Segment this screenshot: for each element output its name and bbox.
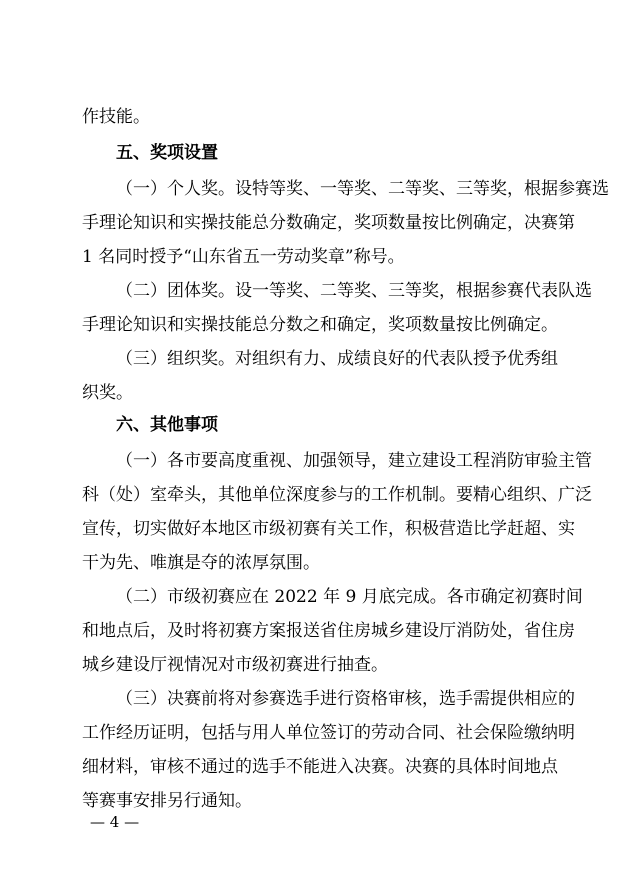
page-number: — 4 — [90, 813, 140, 831]
paragraph-line: 和地点后，及时将初赛方案报送省住房城乡建设厅消防处，省住房 [82, 621, 575, 641]
paragraph-line: 等赛事安排另行通知。 [82, 791, 252, 811]
paragraph-line: 手理论知识和实操技能总分数之和确定，奖项数量按比例确定。 [82, 315, 558, 335]
section-heading-awards: 五、奖项设置 [116, 143, 218, 163]
paragraph-line: 手理论知识和实操技能总分数确定，奖项数量按比例确定，决赛第 [82, 213, 575, 233]
paragraph-line: （一）各市要高度重视、加强领导，建立建设工程消防审验主管 [116, 451, 592, 471]
paragraph-line: 1 名同时授予“山东省五一劳动奖章”称号。 [82, 247, 405, 267]
paragraph-line: 科（处）室牵头，其他单位深度参与的工作机制。要精心组织、广泛 [82, 485, 592, 505]
paragraph-line: 细材料，审核不通过的选手不能进入决赛。决赛的具体时间地点 [82, 757, 558, 777]
paragraph-line: 工作经历证明，包括与用人单位签订的劳动合同、社会保险缴纳明 [82, 723, 575, 743]
section-heading-other-matters: 六、其他事项 [116, 415, 218, 435]
paragraph-line: （三）决赛前将对参赛选手进行资格审核，选手需提供相应的 [116, 689, 575, 709]
paragraph-line: （三）组织奖。对组织有力、成绩良好的代表队授予优秀组 [116, 349, 558, 369]
paragraph-line: 城乡建设厅视情况对市级初赛进行抽查。 [82, 655, 388, 675]
paragraph-line: 作技能。 [82, 107, 150, 127]
paragraph-line: （二）团体奖。设一等奖、二等奖、三等奖，根据参赛代表队选 [116, 281, 592, 301]
paragraph-line: 织奖。 [82, 383, 133, 403]
paragraph-line: 干为先、唯旗是夺的浓厚氛围。 [82, 553, 320, 573]
paragraph-line: （一）个人奖。设特等奖、一等奖、二等奖、三等奖，根据参赛选 [116, 179, 609, 199]
paragraph-line: （二）市级初赛应在 2022 年 9 月底完成。各市确定初赛时间 [116, 587, 583, 607]
paragraph-line: 宣传，切实做好本地区市级初赛有关工作，积极营造比学赶超、实 [82, 519, 575, 539]
